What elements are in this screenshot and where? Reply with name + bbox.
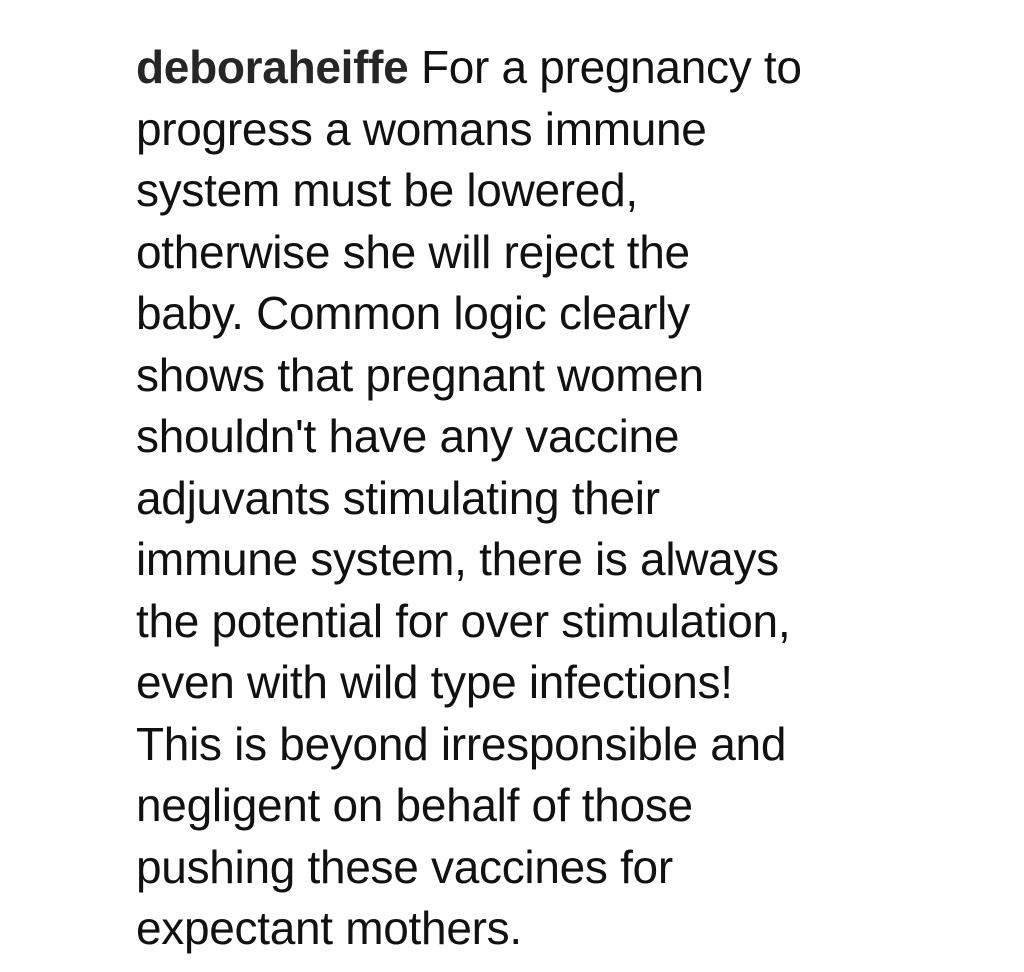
comment-text-line: This is beyond irresponsible and (136, 717, 787, 770)
comment-text-line: system must be lowered, (136, 164, 638, 216)
comment-text-line: otherwise she will reject the (136, 225, 690, 278)
comment-text-line: even with wild type infections! (136, 656, 733, 708)
comment-text-line: the potential for over stimulation, (136, 594, 791, 647)
comment-first-line (136, 37, 936, 99)
comment-text-line: progress a womans immune (136, 102, 707, 155)
comment-text-line: shouldn't have any vaccine (136, 410, 680, 462)
comment-text-line: immune system, there is always (136, 533, 779, 585)
comment-text-line: shows that pregnant women (136, 348, 704, 401)
comment-text-line: negligent on behalf of those (136, 779, 693, 831)
comment-text-line: pushing these vaccines for (136, 840, 673, 893)
comment-text-line: expectant mothers. (136, 902, 522, 954)
comment-text-line: baby. Common logic clearly (136, 287, 690, 339)
comment-username[interactable]: deboraheiffe (136, 41, 409, 93)
comment-body (136, 37, 936, 960)
comment-text-line: For a pregnancy to (420, 41, 802, 93)
comment-text-line: adjuvants stimulating their (136, 471, 660, 524)
